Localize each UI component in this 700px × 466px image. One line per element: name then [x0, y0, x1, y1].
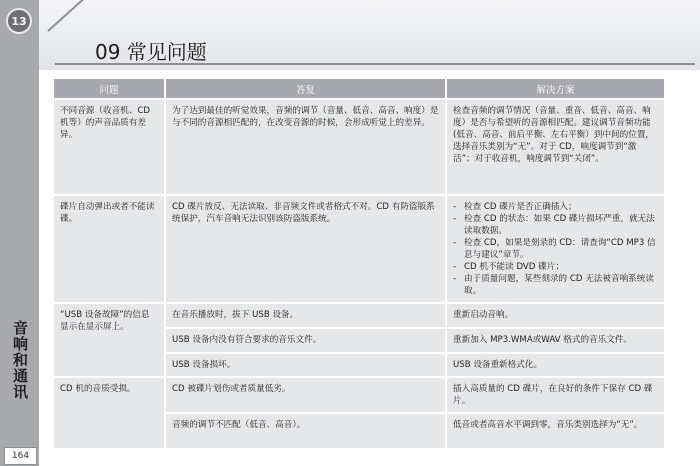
answer-cell: 为了达到最佳的听觉效果，音频的调节（音量、低音、高音、响度）是与不同的音源相匹配的，在改变音源的时候，会形成听觉上的差异。	[165, 99, 446, 195]
question-cell: 碟片自动弹出或者不能读碟。	[53, 195, 165, 303]
answer-cell: USB 设备内没有符合要求的音乐文件。	[165, 328, 446, 353]
question-cell: “USB 设备故障”的信息显示在显示屏上。	[53, 303, 165, 377]
page-number: 164	[4, 447, 37, 465]
list-item: - 检查 CD 碟片是否正确插入；	[453, 202, 577, 212]
list-item: - 检查 CD，如果是刻录的 CD：请查询“CD MP3 信息与建议”章节。	[453, 238, 656, 260]
solution-list	[453, 201, 658, 297]
solution-cell: 插入高质量的 CD 碟片，在良好的条件下保存 CD 碟片。	[446, 377, 665, 413]
table-row	[53, 377, 665, 413]
solution-cell: 重新加入 MP3.WMA或WAV 格式的音乐文件。	[446, 328, 665, 353]
question-cell: CD 机的音质受损。	[53, 377, 165, 449]
answer-cell: 音频的调节不匹配（低音、高音）。	[165, 413, 446, 449]
question-cell: 不同音源（收音机、CD机等）的声音品质有差异。	[53, 99, 165, 195]
solution-cell: USB 设备重新格式化。	[446, 353, 665, 377]
list-item: - CD 机不能读 DVD 碟片；	[453, 262, 564, 272]
answer-cell: CD 碟片放反、无法读取、非音频文件或者格式不对。CD 有防盗版系统保护，汽车音响无法识别该防盗版系统。	[165, 195, 446, 303]
table-row	[53, 195, 665, 303]
faq-table	[52, 77, 666, 450]
solution-cell: 重新启动音响。	[446, 303, 665, 328]
list-item: - 检查 CD 的状态：如果 CD 碟片损坏严重，就无法读取数据。	[453, 214, 655, 236]
chapter-sidebar	[0, 0, 39, 466]
answer-cell: CD 被碟片划伤或者质量低劣。	[165, 377, 446, 413]
answer-cell: USB 设备损坏。	[165, 353, 446, 377]
chapter-number-badge: 13	[6, 8, 32, 34]
table-row	[53, 99, 665, 195]
table-row	[53, 303, 665, 328]
solution-cell	[446, 195, 665, 303]
solution-cell: 低音或者高音水平调到零，音乐类别选择为“无”。	[446, 413, 665, 449]
page-title: 09 常见问题	[95, 40, 207, 64]
column-header-question: 问题	[53, 78, 165, 99]
section-title: 音响和通讯	[11, 320, 29, 400]
list-item: - 由于质量问题，某些刻录的 CD 无法被音响系统读取。	[453, 274, 654, 296]
column-header-answer: 答复	[165, 78, 446, 99]
answer-cell: 在音乐播放时，拔下 USB 设备。	[165, 303, 446, 328]
solution-cell: 检查音频的调节情况（音量、重音、低音、高音、响度）是否与希望听的音源相匹配。建议调节音频功能(低音、高音、前后平衡、左右平衡）到中间的位置，选择音乐类别为“无”。对于 CD，响度调节到“激活”；对于收音机，响度调节到“关闭”。	[446, 99, 665, 195]
table-header-row	[53, 78, 665, 99]
column-header-solution: 解决方案	[446, 78, 665, 99]
